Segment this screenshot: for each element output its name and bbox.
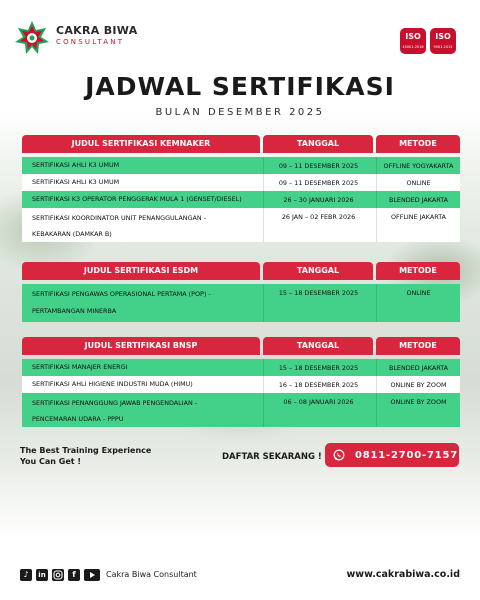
instagram-icon[interactable] <box>52 569 64 581</box>
cakra-biwa-logo-icon <box>14 20 50 56</box>
header-title: JUDUL SERTIFIKASI BNSP <box>22 337 260 355</box>
table-row <box>22 174 460 191</box>
cell-method: ONLINE BY ZOOM <box>376 376 460 393</box>
cell-date: 15 – 18 DESEMBER 2025 <box>263 359 373 376</box>
cell-method: OFFLINE YOGYAKARTA <box>376 157 460 174</box>
iso-badge-45001 <box>400 28 426 54</box>
iso-code: 45001:2018 <box>402 45 424 49</box>
cell-method: ONLINE <box>376 284 460 322</box>
whatsapp-icon <box>333 449 345 461</box>
header-date: TANGGAL <box>263 262 373 280</box>
page-title: JADWAL SERTIFIKASI <box>85 72 395 101</box>
cell-title: SERTIFIKASI AHLI HIGIENE INDUSTRI MUDA (HIMU) <box>32 380 193 388</box>
brand-name: CAKRA BIWA <box>56 24 138 37</box>
cell-title-line-1: SERTIFIKASI KOORDINATOR UNIT PENANGGULANGAN - <box>32 214 207 222</box>
table-header <box>22 337 460 355</box>
cell-method: BLENDED JAKARTA <box>376 191 460 208</box>
iso-code: 9001:2015 <box>433 45 453 49</box>
linkedin-icon[interactable]: in <box>36 569 48 581</box>
iso-label: ISO <box>405 32 421 41</box>
table-kemnaker <box>22 135 460 242</box>
cell-title-line-1: SERTIFIKASI PENANGGUNG JAWAB PENGENDALIAN - <box>32 399 198 407</box>
header <box>0 0 480 70</box>
table-row <box>22 157 460 174</box>
header-method: METODE <box>376 262 460 280</box>
page-subtitle: BULAN DESEMBER 2025 <box>155 107 325 118</box>
table-row <box>22 393 460 427</box>
cell-method: ONLINE BY ZOOM <box>376 393 460 427</box>
table-header <box>22 262 460 280</box>
cell-title-line-2: PERTAMBANGAN MINERBA <box>32 307 117 315</box>
table-row <box>22 359 460 376</box>
table-row <box>22 191 460 208</box>
cell-date: 09 – 11 DESEMBER 2025 <box>263 157 373 174</box>
header-date: TANGGAL <box>263 135 373 153</box>
cell-date: 26 – 30 JANUARI 2026 <box>263 191 373 208</box>
iso-badge-9001 <box>430 28 456 54</box>
footer-brand: Cakra Biwa Consultant <box>106 570 197 579</box>
cell-title: SERTIFIKASI AHLI K3 UMUM <box>32 161 120 169</box>
phone-number: 0811-2700-7157 <box>355 449 458 461</box>
table-header <box>22 135 460 153</box>
footer <box>0 565 480 587</box>
table-bnsp <box>22 337 460 427</box>
cell-date: 09 – 11 DESEMBER 2025 <box>263 174 373 191</box>
header-method: METODE <box>376 337 460 355</box>
cell-title <box>22 208 260 242</box>
cell-title <box>22 393 260 427</box>
header-title: JUDUL SERTIFIKASI KEMNAKER <box>22 135 260 153</box>
table-row <box>22 208 460 242</box>
cell-method: OFFLINE JAKARTA <box>376 208 460 242</box>
cell-title-line-2: PENCEMARAN UDARA - PPPU <box>32 415 124 423</box>
tiktok-icon[interactable]: ♪ <box>20 569 32 581</box>
cell-method: ONLINE <box>376 174 460 191</box>
cell-date: 16 – 18 DESEMBER 2025 <box>263 376 373 393</box>
cell-title-line-2: KEBAKARAN (DAMKAR B) <box>32 230 112 238</box>
website-link[interactable]: www.cakrabiwa.co.id <box>346 569 460 580</box>
table-esdm <box>22 262 460 322</box>
cell-date: 26 JAN – 02 FEBR 2026 <box>263 208 373 242</box>
header-method: METODE <box>376 135 460 153</box>
cell-method: BLENDED JAKARTA <box>376 359 460 376</box>
table-row <box>22 284 460 322</box>
header-title: JUDUL SERTIFIKASI ESDM <box>22 262 260 280</box>
brand-sub: CONSULTANT <box>56 38 125 46</box>
tagline <box>20 445 151 467</box>
cell-title: SERTIFIKASI K3 OPERATOR PENGGERAK MULA 1 (GENSET/DIESEL) <box>32 195 242 203</box>
tagline-line-1: The Best Training Experience <box>20 446 152 455</box>
iso-label: ISO <box>435 32 451 41</box>
cell-title-line-1: SERTIFIKASI PENGAWAS OPERASIONAL PERTAMA (POP) - <box>32 290 211 298</box>
cell-date: 06 – 08 JANUARI 2026 <box>263 393 373 427</box>
whatsapp-phone-button[interactable] <box>325 443 459 467</box>
brand <box>56 24 138 46</box>
cell-title <box>22 284 260 322</box>
facebook-icon[interactable]: f <box>68 569 80 581</box>
cell-date: 15 – 18 DESEMBER 2025 <box>263 284 373 322</box>
register-label: DAFTAR SEKARANG ! <box>222 452 322 462</box>
youtube-icon[interactable] <box>84 569 100 581</box>
tagline-line-2: You Can Get ! <box>20 457 82 466</box>
cell-title: SERTIFIKASI AHLI K3 UMUM <box>32 178 120 186</box>
cell-title: SERTIFIKASI MANAJER ENERGI <box>32 363 128 371</box>
header-date: TANGGAL <box>263 337 373 355</box>
table-row <box>22 376 460 393</box>
